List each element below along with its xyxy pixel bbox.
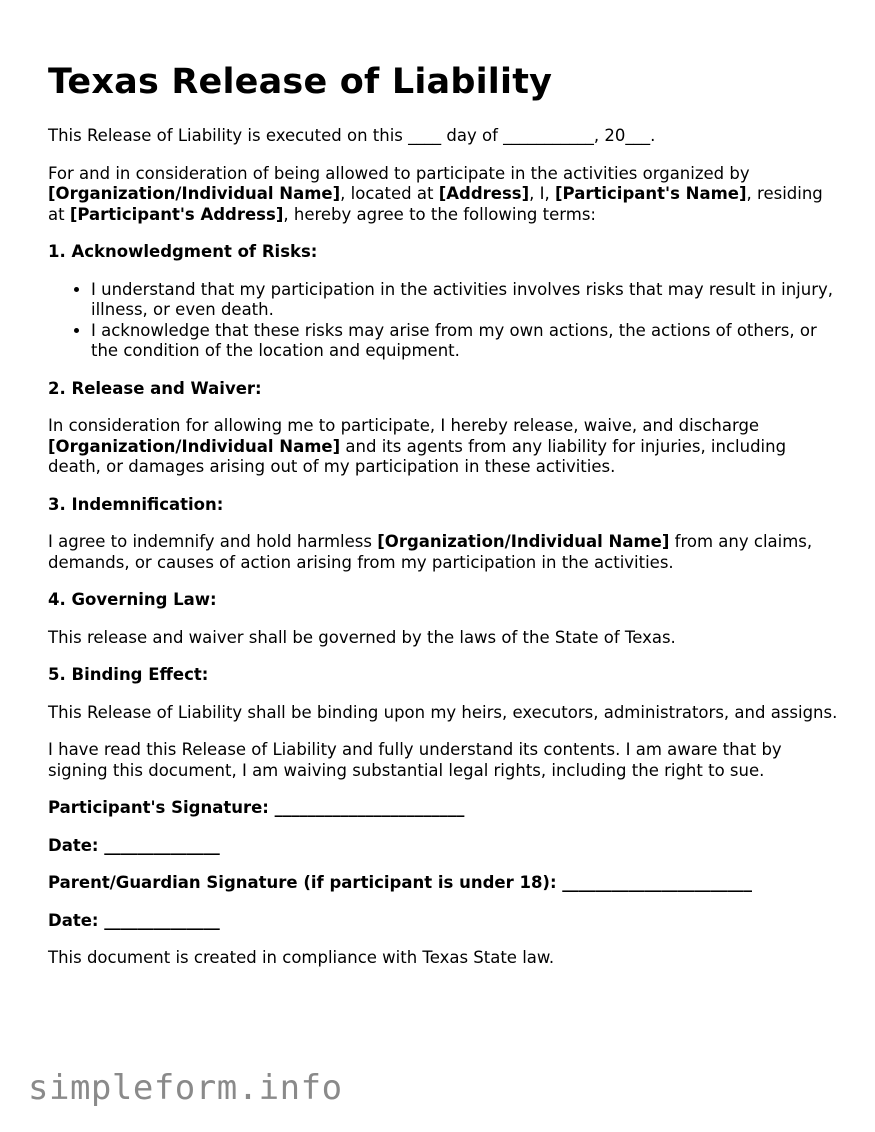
guardian-signature-line: Parent/Guardian Signature (if participant is under 18): _______________________ (48, 873, 753, 892)
org-name-placeholder: [Organization/Individual Name] (48, 184, 341, 203)
consideration-text-5: , hereby agree to the following terms: (283, 204, 596, 224)
org-name-placeholder: [Organization/Individual Name] (48, 436, 341, 456)
section-3-heading: 3. Indemnification: (48, 494, 224, 514)
consideration-text-2: , located at (340, 184, 439, 203)
org-name-placeholder: [Organization/Individual Name] (377, 532, 670, 551)
document-title: Texas Release of Liability (48, 62, 553, 102)
binding-effect-paragraph: This Release of Liability shall be binding upon my heirs, executors, administrators, and assigns. (48, 702, 838, 722)
acknowledgment-paragraph: I have read this Release of Liability and fully understand its contents. I am aware that by signing this document, I am waiving substantial legal rights, including the right to sue. (48, 740, 782, 780)
risks-list (48, 280, 838, 362)
consideration-text-1: For and in consideration of being allowed to participate in the activities organized by (48, 163, 750, 183)
indemnification-text-1: I agree to indemnify and hold harmless (48, 532, 378, 551)
release-text-1: In consideration for allowing me to participate, I hereby release, waive, and discharge (48, 416, 760, 435)
intro-paragraph: This Release of Liability is executed on this ____ day of ___________, 20___. (48, 126, 656, 145)
section-5-heading: 5. Binding Effect: (48, 665, 209, 684)
section-2-heading: 2. Release and Waiver: (48, 378, 262, 398)
section-1-heading: 1. Acknowledgment of Risks: (48, 242, 318, 261)
compliance-note: This document is created in compliance with Texas State law. (48, 948, 555, 967)
watermark: simpleform.info (28, 1068, 343, 1108)
date-line-1: Date: ______________ (48, 835, 220, 855)
list-item: • I understand that my participation in the activities involves risks that may result in injury, illness, or even death. (91, 280, 838, 321)
consideration-paragraph (48, 164, 838, 226)
section-4-heading: 4. Governing Law: (48, 590, 217, 609)
indemnification-paragraph (48, 532, 838, 573)
consideration-text-3: , I, (529, 184, 556, 203)
participant-address-placeholder: [Participant's Address] (69, 204, 284, 224)
date-line-2: Date: ______________ (48, 910, 220, 930)
indemnification-text-2: from any claims, demands, or causes of action arising from my participation in the activities. (48, 532, 813, 572)
address-placeholder: [Address] (438, 184, 530, 203)
participant-signature-line: Participant's Signature: _______________________ (48, 798, 465, 817)
list-item: • I acknowledge that these risks may arise from my own actions, the actions of others, or the condition of the location and equipment. (91, 321, 838, 362)
release-paragraph (48, 416, 838, 478)
consideration-text-4: , residing at (48, 184, 823, 224)
governing-law-paragraph: This release and waiver shall be governed by the laws of the State of Texas. (48, 627, 676, 647)
release-text-2: and its agents from any liability for injuries, including death, or damages arising out of my participation in these activities. (48, 436, 787, 476)
participant-name-placeholder: [Participant's Name] (555, 184, 747, 203)
document-page (48, 60, 838, 986)
